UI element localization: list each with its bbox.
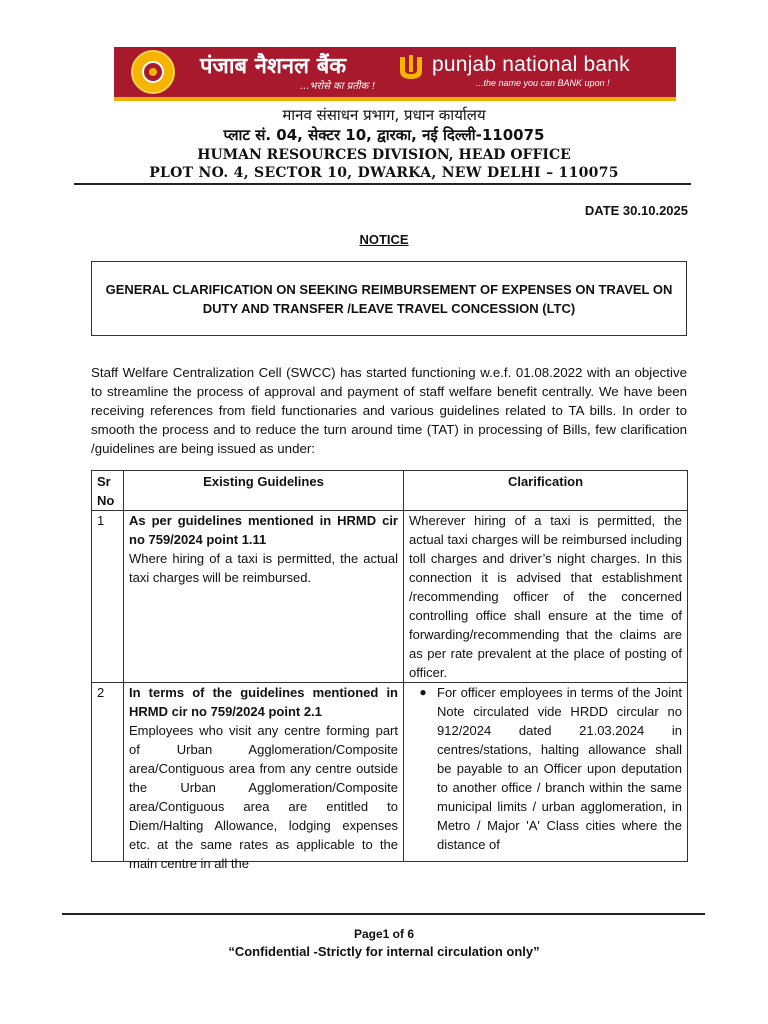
existing-guideline-heading: In terms of the guidelines mentioned in HRMD cir no 759/2024 point 2.1 bbox=[129, 685, 398, 719]
header-sr-no: Sr No bbox=[92, 471, 124, 511]
intro-paragraph: Staff Welfare Centralization Cell (SWCC) has started functioning w.e.f. 01.08.2022 with an objective to streamline the process of approval and payment of staff welfare benefit centrally. We have been receiving references from field functionaries and various guidelines related to TA bills. In order to smooth the process and to reduce the turn around time (TAT) in processing of Bills, few clarification /guidelines are being issued as under: bbox=[91, 365, 687, 456]
table-row bbox=[92, 511, 688, 683]
english-address-line-2: PLOT NO. 4, SECTOR 10, DWARKA, NEW DELHI – 110075 bbox=[149, 165, 619, 181]
bullet-icon: ● bbox=[419, 685, 427, 699]
english-bank-name: punjab national bank bbox=[432, 53, 630, 76]
clarification-cell bbox=[404, 683, 688, 862]
confidential-note: “Confidential -Strictly for internal circulation only” bbox=[228, 944, 540, 959]
bank-banner bbox=[114, 47, 676, 101]
english-address-line-1: HUMAN RESOURCES DIVISION, HEAD OFFICE bbox=[197, 147, 571, 163]
hindi-address-line-1: मानव संसाधन प्रभाग, प्रधान कार्यालय bbox=[282, 106, 486, 124]
clarification-cell: Wherever hiring of a taxi is permitted, the actual taxi charges will be reimbursed including toll charges and driver’s night charges. In this connection it is advised that establishment /recommending officer of the concerned controlling office shall ensure at the time of forwarding/recommending that the claims are as per rate prevalent at the place of posting of officer. bbox=[404, 511, 688, 683]
header-existing-guidelines: Existing Guidelines bbox=[124, 471, 404, 511]
footer-divider bbox=[62, 913, 705, 915]
subject-box bbox=[91, 261, 687, 336]
pnb-logo-icon bbox=[396, 53, 426, 83]
page-number: Page1 of 6 bbox=[353, 927, 415, 941]
english-tagline: ...the name you can BANK upon ! bbox=[476, 78, 610, 88]
hindi-bank-name: पंजाब नैशनल बैंक bbox=[200, 54, 347, 79]
existing-guideline-cell bbox=[124, 511, 404, 683]
existing-guideline-heading: As per guidelines mentioned in HRMD cir no 759/2024 point 1.11 bbox=[129, 513, 398, 547]
header-divider bbox=[74, 183, 691, 185]
notice-title: NOTICE bbox=[359, 232, 409, 247]
table-header-row bbox=[92, 471, 688, 511]
clarification-bullet-text: For officer employees in terms of the Joint Note circulated vide HRDD circular no 912/2024 dated 21.03.2024 in centres/stations, halting allowance shall be payable to an Officer upon deputation to another office / branch within the same municipal limits / urban agglomeration, in Metro / Major 'A' Class cities where the distance of bbox=[437, 685, 682, 852]
existing-guideline-cell bbox=[124, 683, 404, 871]
hindi-address-line-2: प्लाट सं. 04, सेक्टर 10, द्वारका, नई दिल्ली-110075 bbox=[223, 126, 545, 144]
row-sr-no: 2 bbox=[92, 683, 124, 862]
notice-date: DATE 30.10.2025 bbox=[584, 203, 688, 218]
row-sr-no: 1 bbox=[92, 511, 124, 683]
guidelines-table bbox=[91, 470, 688, 871]
hindi-tagline: ...भरोसे का प्रतीक ! bbox=[300, 81, 376, 92]
existing-guideline-text: Employees who visit any centre forming part of Urban Agglomeration/Composite area/Contiguous area from any centre outside the Urban Agglomeration/Composite area/Contiguous area are entitled to Diem/Halting Allowance, lodging expenses etc. at the same rates as applicable to the main centre in all the bbox=[129, 723, 398, 871]
table-row bbox=[92, 683, 688, 862]
parivartan-logo-icon bbox=[131, 50, 175, 94]
header-clarification: Clarification bbox=[404, 471, 688, 511]
subject-text: GENERAL CLARIFICATION ON SEEKING REIMBURSEMENT OF EXPENSES ON TRAVEL ON DUTY AND TRANSFER /LEAVE TRAVEL CONCESSION (LTC) bbox=[105, 281, 673, 316]
existing-guideline-text: Where hiring of a taxi is permitted, the actual taxi charges will be reimbursed. bbox=[129, 551, 398, 585]
